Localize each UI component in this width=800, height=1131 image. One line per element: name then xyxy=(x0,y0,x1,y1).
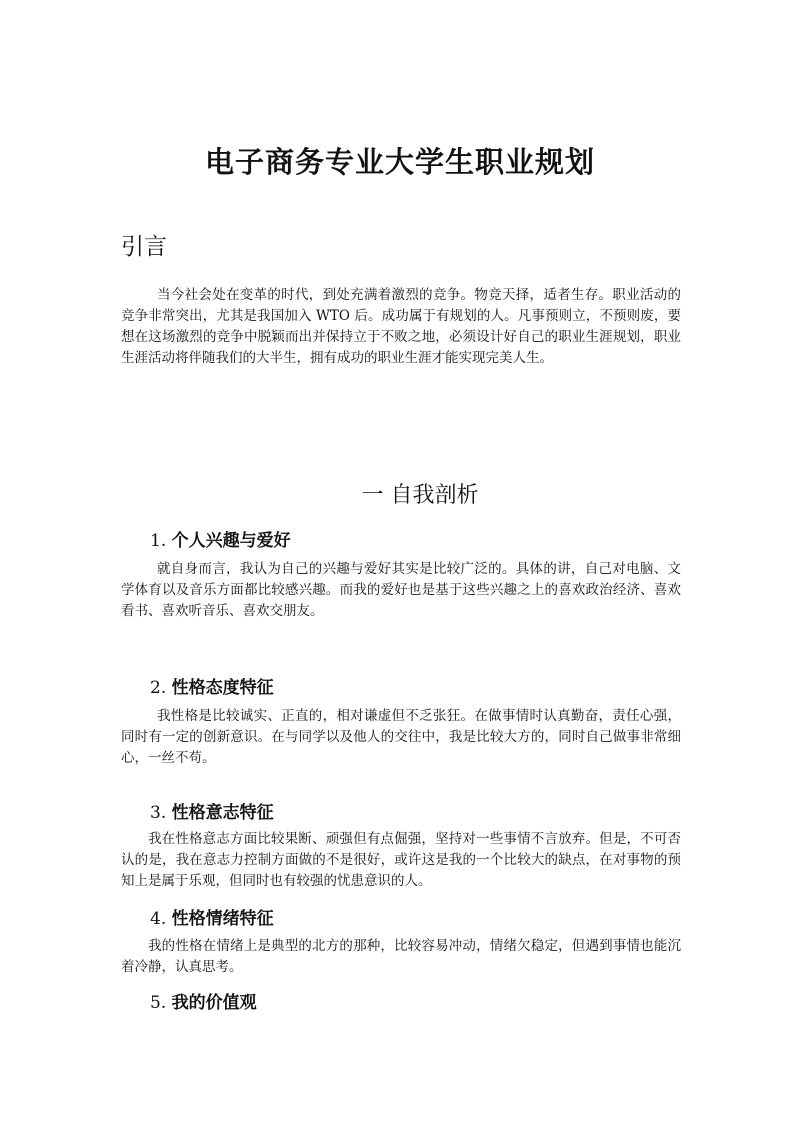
subsection-title: 性格情绪特征 xyxy=(171,909,274,929)
subsection-number: 4. xyxy=(150,909,167,929)
subsection-heading-interests xyxy=(150,526,291,551)
interests-paragraph: 就自身而言，我认为自己的兴趣与爱好其实是比较广泛的。具体的讲，自己对电脑、文学体育以及音乐方面都比较感兴趣。而我的爱好也是基于这些兴趣之上的喜欢政治经济、喜欢看书、喜欢听音乐、喜欢交朋友。 xyxy=(121,561,681,619)
subsection-heading-values xyxy=(150,988,257,1013)
subsection-number: 5. xyxy=(150,993,167,1013)
section-heading-self-analysis: 一 自我剖析 xyxy=(361,483,479,508)
subsection-title: 性格意志特征 xyxy=(171,803,274,823)
personality-will-paragraph: 我在性格意志方面比较果断、顽强但有点倔强，坚持对一些事情不言放弃。但是，不可否认的是，我在意志力控制方面做的不是很好，或许这是我的一个比较大的缺点，在对事物的预知上是属于乐观，但同时也有较强的忧患意识的人。 xyxy=(121,831,681,889)
subsection-title: 性格态度特征 xyxy=(171,678,274,698)
personality-emotion-paragraph: 我的性格在情绪上是典型的北方的那种，比较容易冲动，情绪欠稳定，但遇到事情也能沉着冷静，认真思考。 xyxy=(121,938,681,975)
subsection-title: 个人兴趣与爱好 xyxy=(171,531,291,551)
subsection-heading-personality-emotion xyxy=(150,904,274,929)
subsection-heading-personality-will xyxy=(150,798,274,823)
subsection-title: 我的价值观 xyxy=(171,993,257,1013)
subsection-number: 2. xyxy=(150,678,167,698)
subsection-heading-personality-attitude xyxy=(150,673,274,698)
document-title: 电子商务专业大学生职业规划 xyxy=(204,145,595,179)
subsection-number: 1. xyxy=(150,531,167,551)
personality-attitude-paragraph: 我性格是比较诚实、正直的，相对谦虚但不乏张狂。在做事情时认真勤奋，责任心强，同时有一定的创新意识。在与同学以及他人的交往中，我是比较大方的，同时自己做事非常细心，一丝不苟。 xyxy=(121,708,681,766)
intro-heading: 引言 xyxy=(121,234,167,260)
subsection-number: 3. xyxy=(150,803,167,823)
intro-paragraph: 当今社会处在变革的时代，到处充满着激烈的竞争。物竞天择，适者生存。职业活动的竞争非常突出，尤其是我国加入 WTO 后。成功属于有规划的人。凡事预则立，不预则废，要想在这场激烈的竞争中脱颖而出并保持立于不败之地，必须设计好自己的职业生涯规划，职业生涯活动将伴随我们的大半生，拥有成功的职业生涯才能实现完美人生。 xyxy=(121,287,681,366)
